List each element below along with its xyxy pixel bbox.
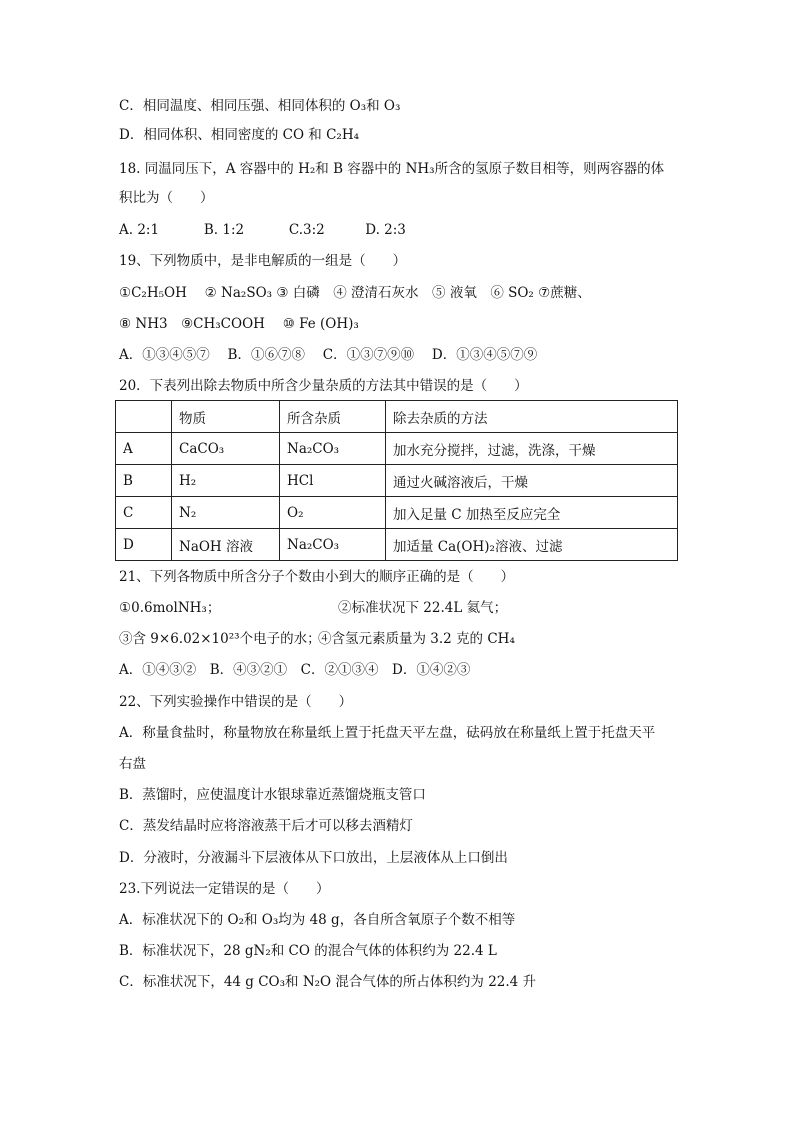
question-21-item-2: ②标准状况下 22.4L 氦气； [338, 600, 508, 616]
table-row [116, 529, 678, 561]
table-cell: NaOH 溶液 [172, 529, 280, 561]
table-cell: Na₂CO₃ [280, 529, 386, 561]
question-19-text: 19、下列物质中，是非电解质的一组是（ ） [119, 253, 407, 269]
option-c-line: C．相同温度、相同压强、相同体积的 O₃和 O₃ [119, 98, 401, 114]
question-22-option-a-cont: 右盘 [119, 756, 146, 772]
table-cell: 通过火碱溶液后，干燥 [386, 465, 678, 497]
table-header-row [116, 401, 678, 433]
table-cell: B [116, 465, 172, 497]
table-cell: H₂ [172, 465, 280, 497]
question-22-option-a: A．称量食盐时，称量物放在称量纸上置于托盘天平左盘，砝码放在称量纸上置于托盘天平 [119, 725, 656, 741]
question-18-text: 18. 同温同压下，A 容器中的 H₂和 B 容器中的 NH₃所含的氢原子数目相等，则两容器的体 [119, 161, 665, 177]
table-cell: 加适量 Ca(OH)₂溶液、过滤 [386, 529, 678, 561]
question-23-option-c: C．标准状况下，44 g CO₃和 N₂O 混合气体的所占体积约为 22.4 升 [119, 974, 537, 990]
table-row [116, 433, 678, 465]
question-20-text: 20．下表列出除去物质中所含少量杂质的方法其中错误的是（ ） [119, 378, 528, 394]
question-23-text: 23.下列说法一定错误的是（ ） [119, 881, 330, 897]
question-19-items-1: ①C₂H₅OH ② Na₂SO₃ ③ 白磷 ④ 澄清石灰水 ⑤ 液氧 ⑥ SO₂ ⑦蔗糖、 [119, 285, 591, 301]
question-19-items-2: ⑧ NH3 ⑨CH₃COOH ⑩ Fe (OH)₃ [119, 316, 359, 332]
table-row [116, 497, 678, 529]
table-header-cell: 所含杂质 [280, 401, 386, 433]
table-row [116, 465, 678, 497]
table-header-cell: 除去杂质的方法 [386, 401, 678, 433]
question-21-item-4: ④含氢元素质量为 3.2 克的 CH₄ [318, 631, 515, 647]
question-23-option-a: A．标准状况下的 O₂和 O₃均为 48 g，各自所含氧原子个数不相等 [119, 912, 516, 928]
question-22-text: 22、下列实验操作中错误的是（ ） [119, 694, 353, 710]
table-cell: D [116, 529, 172, 561]
question-20-table [115, 400, 678, 561]
table-cell: Na₂CO₃ [280, 433, 386, 465]
table-cell: N₂ [172, 497, 280, 529]
question-18-options: A. 2:1 B. 1:2 C.3:2 D. 2:3 [119, 222, 406, 238]
table-header-cell [116, 401, 172, 433]
table-cell: CaCO₃ [172, 433, 280, 465]
table-cell: 加入足量 C 加热至反应完全 [386, 497, 678, 529]
question-21-options: A．①④③② B．④③②① C．②①③④ D．①④②③ [119, 662, 471, 678]
option-d-line: D．相同体积、相同密度的 CO 和 C₂H₄ [119, 127, 360, 143]
question-22-option-b: B．蒸馏时，应使温度计水银球靠近蒸馏烧瓶支管口 [119, 787, 426, 803]
question-21-text: 21、下列各物质中所含分子个数由小到大的顺序正确的是（ ） [119, 569, 515, 585]
question-23-option-b: B．标准状况下，28 gN₂和 CO 的混合气体的体积约为 22.4 L [119, 943, 497, 959]
table-header-cell: 物质 [172, 401, 280, 433]
question-22-option-c: C．蒸发结晶时应将溶液蒸干后才可以移去酒精灯 [119, 818, 413, 834]
table-cell: A [116, 433, 172, 465]
table-cell: C [116, 497, 172, 529]
question-18-text-cont: 积比为（ ） [119, 190, 214, 206]
table-cell: HCl [280, 465, 386, 497]
question-21-item-3: ③含 9×6.02×10²³个电子的水； [119, 631, 321, 647]
table-cell: 加水充分搅拌，过滤，洗涤，干燥 [386, 433, 678, 465]
question-19-options: A．①③④⑤⑦ B．①⑥⑦⑧ C．①③⑦⑨⑩ D．①③④⑤⑦⑨ [119, 347, 538, 363]
question-22-option-d: D．分液时，分液漏斗下层液体从下口放出，上层液体从上口倒出 [119, 850, 508, 866]
question-21-item-1: ①0.6molNH₃； [119, 600, 221, 616]
table-cell: O₂ [280, 497, 386, 529]
